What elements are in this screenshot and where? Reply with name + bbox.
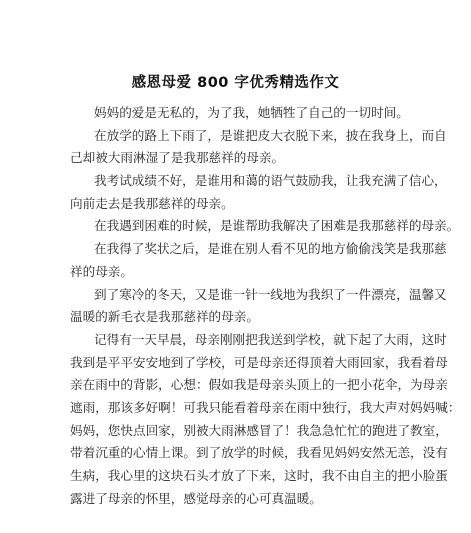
text-line: 露进了母亲的怀里，感觉母亲的心可真温暖。 xyxy=(70,490,322,506)
document-body xyxy=(70,102,461,510)
text-line: 记得有一天早晨，母亲刚刚把我送到学校，就下起了大雨，这时 xyxy=(94,331,447,347)
text-line: 带着沉重的心情上课。到了放学的时候，我看见妈妈安然无恙，没有 xyxy=(70,445,448,461)
text-line: 在我遇到困难的时候，是谁帮助我解决了困难是我那慈祥的母亲。 xyxy=(94,218,460,234)
text-line: 向前走去是我那慈祥的母亲。 xyxy=(70,195,234,211)
text-line: 在放学的路上下雨了，是谁把皮大衣脱下来，披在我身上，而自 xyxy=(94,127,447,143)
text-line: 妈妈的爱是无私的，为了我，她牺牲了自己的一切时间。 xyxy=(94,105,409,120)
text-line: 遮雨，那该多好啊！可我只能看着母亲在雨中独行，我大声对妈妈喊： xyxy=(70,399,461,415)
text-line: 我到是平平安安地到了学校，可是母亲还得顶着大雨回家，我看着母 xyxy=(70,354,448,370)
text-line: 己却被大雨淋湿了是我那慈祥的母亲。 xyxy=(70,150,285,166)
text-line: 在我得了奖状之后，是谁在别人看不见的地方偷偷浅笑是我那慈 xyxy=(94,241,447,257)
text-line: 温暖的新毛衣是我那慈祥的母亲。 xyxy=(70,309,259,325)
text-line: 到了寒冷的冬天，又是谁一针一线地为我织了一件漂亮，温馨又 xyxy=(94,286,447,302)
document-title: 感恩母爱 800 字优秀精选作文 xyxy=(131,75,340,91)
text-line: 祥的母亲。 xyxy=(70,263,133,279)
text-line: 生病，我心里的这块石头才放了下来，这时，我不由自主的把小脸蛋 xyxy=(70,468,448,483)
text-line: 我考试成绩不好，是谁用和蔼的语气鼓励我，让我充满了信心， xyxy=(94,173,447,189)
text-line: 亲在雨中的背影，心想：假如我是母亲头顶上的一把小花伞，为母亲 xyxy=(70,377,448,393)
text-line: 妈妈，您快点回家，别被大雨淋感冒了！我急急忙忙的跑进了教室， xyxy=(70,422,448,438)
